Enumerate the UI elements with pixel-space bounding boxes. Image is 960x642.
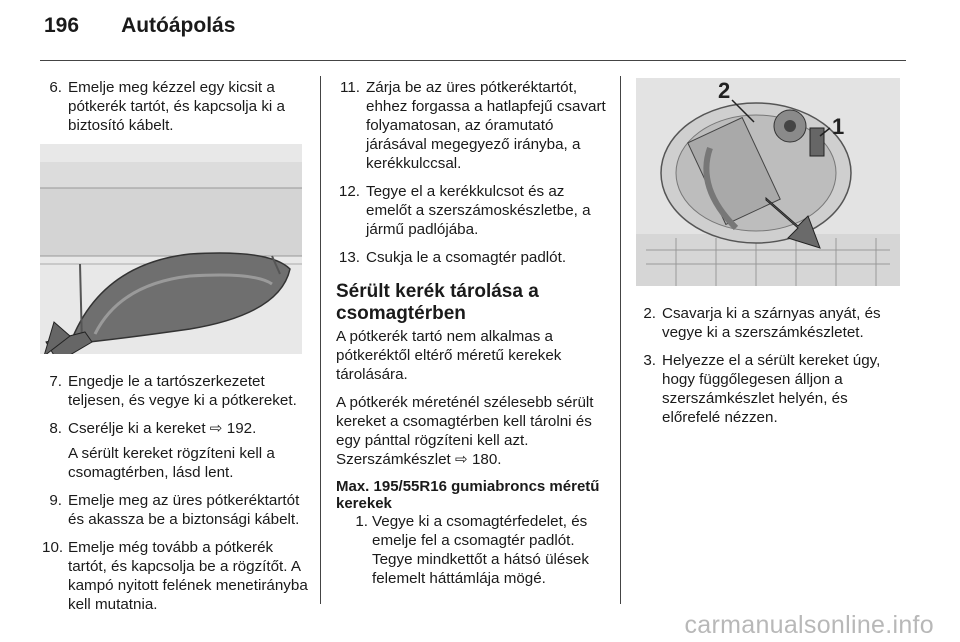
paragraph-1: A pótkerék tartó nem alkalmas a pótkeréktől eltérő méretű kerekek tárolására. <box>336 328 562 383</box>
step-6 <box>42 78 308 135</box>
paragraph-2: A pótkerék méreténél szélesebb sérült kereket a csomagtérben kell tárolni és egy pánttal rögzíteni kell azt. Szerszámkészlet ⇨ 180. <box>336 394 594 468</box>
step-number: 11. <box>340 79 360 96</box>
step-number: 8. <box>49 420 62 437</box>
sub-step-list <box>336 512 608 588</box>
step-11 <box>336 78 608 173</box>
step-text: Helyezze el a sérült kereket úgy, hogy függőlegesen álljon a szerszámkészlet helyén, és előrefelé nézzen. <box>662 352 881 426</box>
step-text: Engedje le a tartószerkezetet teljesen, és vegye ki a pótkereket. <box>68 373 297 409</box>
tool-kit-illustration <box>636 78 900 286</box>
section-heading: Sérült kerék tárolása a csomagtérben <box>336 281 539 324</box>
page-header <box>44 14 235 38</box>
step-3 <box>636 351 900 427</box>
column-2 <box>336 78 608 597</box>
step-text: Emelje még tovább a pótkerék tartót, és kapcsolja be a rögzítőt. A kampó nyitott felének menetirányba kell mutatnia. <box>68 539 308 613</box>
step-number: 7. <box>49 373 62 390</box>
step-8 <box>42 419 308 438</box>
step-number: 1. <box>355 513 368 530</box>
column-1 <box>42 78 308 623</box>
watermark: carmanualsonline.info <box>684 611 934 639</box>
sub-step-1 <box>344 512 608 588</box>
spare-wheel-carrier-illustration <box>40 144 302 354</box>
step-text: Emelje meg az üres pótkeréktartót és akassza be a biztonsági kábelt. <box>68 492 300 528</box>
step-text: Vegye ki a csomagtérfedelet, és emelje fel a csomagtér padlót. Tegye mindkettőt a hátsó ülések felemelt háttámlája mögé. <box>372 513 589 587</box>
step-number: 10. <box>42 539 64 556</box>
step-number: 9. <box>49 492 62 509</box>
step-text: Csavarja ki a szárnyas anyát, és vegye ki a szerszámkészletet. <box>662 305 881 341</box>
step-number: 13. <box>338 249 360 266</box>
step-number: 2. <box>643 305 656 322</box>
step-7 <box>42 372 308 410</box>
step-8-note: A sérült kereket rögzíteni kell a csomagtérben, lásd lent. <box>68 445 275 481</box>
step-9 <box>42 491 308 529</box>
subheading: Max. 195/55R16 gumiabroncs méretű kerekek <box>336 478 600 512</box>
step-12 <box>336 182 608 239</box>
page-title: Autóápolás <box>121 14 236 37</box>
step-text: Zárja be az üres pótkeréktartót, ehhez forgassa a hatlapfejű csavart folyamatosan, az óramutató járásával megegyező irányba, a kerékkulccsal. <box>366 79 606 172</box>
step-text: Csukja le a csomagtér padlót. <box>366 249 567 266</box>
step-number: 3. <box>643 352 656 369</box>
step-10 <box>42 538 308 614</box>
step-number: 12. <box>338 183 360 200</box>
column-3 <box>636 78 900 436</box>
figure-label-2: 2 <box>718 78 731 103</box>
page-number: 196 <box>44 14 80 37</box>
step-number: 6. <box>49 79 62 96</box>
step-text: Tegye el a kerékkulcsot és az emelőt a szerszámoskészletbe, a jármű padlójába. <box>366 183 591 238</box>
step-text: Emelje meg kézzel egy kicsit a pótkerék tartót, és kapcsolja ki a biztosító kábelt. <box>68 79 285 134</box>
step-2 <box>636 304 900 342</box>
column-divider-1 <box>320 76 321 604</box>
column-divider-2 <box>620 76 621 604</box>
step-13 <box>336 248 608 267</box>
header-rule <box>40 60 906 61</box>
figure-label-1: 1 <box>832 114 845 139</box>
step-text: Cserélje ki a kereket ⇨ 192. <box>68 420 257 437</box>
